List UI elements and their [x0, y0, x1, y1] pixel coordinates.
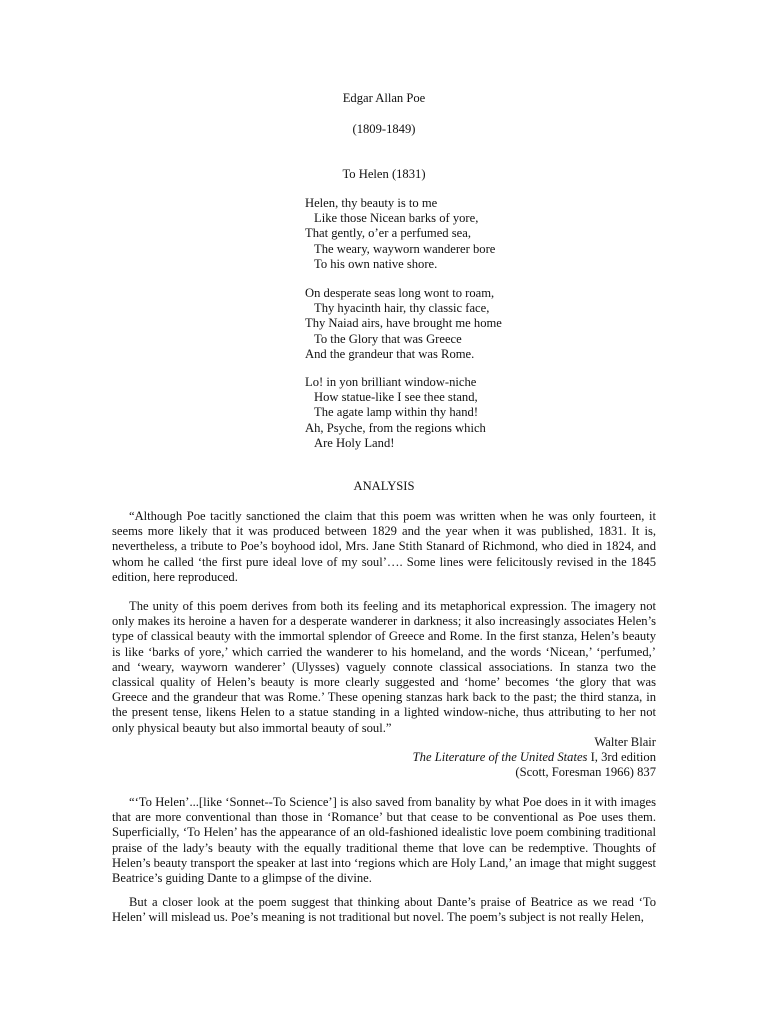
- poem-line: Like those Nicean barks of yore,: [314, 211, 479, 226]
- poem-stanza-3: [305, 375, 486, 451]
- poem-line: And the grandeur that was Rome.: [305, 346, 475, 361]
- analysis-paragraph-2: [112, 599, 656, 736]
- citation-book: [413, 750, 656, 765]
- poem-line: That gently, o’er a perfumed sea,: [305, 226, 471, 241]
- paragraph-text: But a closer look at the poem suggest that thinking about Dante’s praise of Beatrice as we read ‘To Helen’ will mislead us. Poe’s meaning is not traditional but novel. The poem’s subject is not really Helen,: [112, 895, 656, 925]
- poem-line: Thy hyacinth hair, thy classic face,: [314, 301, 490, 316]
- poem-stanza-1: [305, 196, 495, 272]
- analysis-heading: ANALYSIS: [353, 479, 415, 493]
- poem-line: The weary, wayworn wanderer bore: [314, 241, 496, 256]
- citation-publisher: (Scott, Foresman 1966) 837: [515, 765, 656, 780]
- poem-line: To the Glory that was Greece: [314, 331, 462, 346]
- author-dates: (1809-1849): [352, 122, 416, 136]
- analysis-paragraph-1: [112, 509, 656, 585]
- poem-line: Lo! in yon brilliant window-niche: [305, 375, 477, 389]
- poem-line: Ah, Psyche, from the regions which: [305, 420, 486, 435]
- paragraph-text: “‘To Helen’...[like ‘Sonnet--To Science’] is also saved from banality by what Poe does in it with images that are more conventional than those in ‘Romance’ but that cease to be conventional as Poe uses them. Superficially, ‘To Helen’ has the appearance of an old-fashioned idealistic love poem combining traditional praise of the lady’s beauty with the equally traditional theme that love can be redemptive. Thoughts of Helen’s beauty transport the speaker at last into ‘regions which are Holy Land,’ an image that might suggest Beatrice’s guiding Dante to a glimpse of the divine.: [112, 795, 656, 886]
- poem-stanza-2: [305, 286, 502, 362]
- poem-line: On desperate seas long wont to roam,: [305, 286, 495, 300]
- analysis-paragraph-4: [112, 895, 656, 925]
- paragraph-text: “Although Poe tacitly sanctioned the claim that this poem was written when he was only fourteen, it seems more likely that it was produced between 1829 and the year when it was published, 1831. It is, nevertheless, a tribute to Poe’s boyhood idol, Mrs. Jane Stith Stanard of Richmond, who died in 1824, and whom he called ‘the first pure ideal love of my soul’…. Some lines were felicitously revised in the 1845 edition, here reproduced.: [112, 509, 656, 584]
- poem-line: Are Holy Land!: [314, 435, 395, 450]
- poem-line: Thy Naiad airs, have brought me home: [305, 316, 502, 331]
- citation-block: [413, 735, 656, 781]
- citation-book-title: The Literature of the United States: [412, 750, 588, 765]
- poem-line: The agate lamp within thy hand!: [314, 405, 479, 420]
- poem-line: How statue-like I see thee stand,: [314, 390, 478, 405]
- citation-book-details: I, 3rd edition: [587, 750, 656, 765]
- poem-line: Helen, thy beauty is to me: [305, 196, 438, 210]
- poem-title: To Helen (1831): [342, 167, 426, 181]
- paragraph-text: The unity of this poem derives from both its feeling and its metaphorical expression. The imagery not only makes its heroine a haven for a desperate wanderer in darkness; it also increasingly associates Helen’s type of classical beauty with the immortal splendor of Greece and Rome. In the first stanza, Helen’s beauty is like ‘barks of yore,’ which carried the wanderer to his homeland, and the words ‘Nicean,’ ‘perfumed,’ and ‘weary, wayworn wanderer’ (Ulysses) vaguely connote classical associations. In stanza two the classical quality of Helen’s beauty is more clearly suggested and ‘home’ becomes ‘the glory that was Greece and the grandeur that was Rome.’ These opening stanzas hark back to the past; the third stanza, in the present tense, likens Helen to a statue standing in a lighted window-niche, thus attributing to her not only physical beauty but also immortal beauty of soul.”: [112, 599, 656, 735]
- analysis-paragraph-3: [112, 795, 656, 886]
- citation-author: Walter Blair: [594, 735, 656, 749]
- poem-line: To his own native shore.: [314, 256, 438, 271]
- author-name: Edgar Allan Poe: [342, 91, 426, 105]
